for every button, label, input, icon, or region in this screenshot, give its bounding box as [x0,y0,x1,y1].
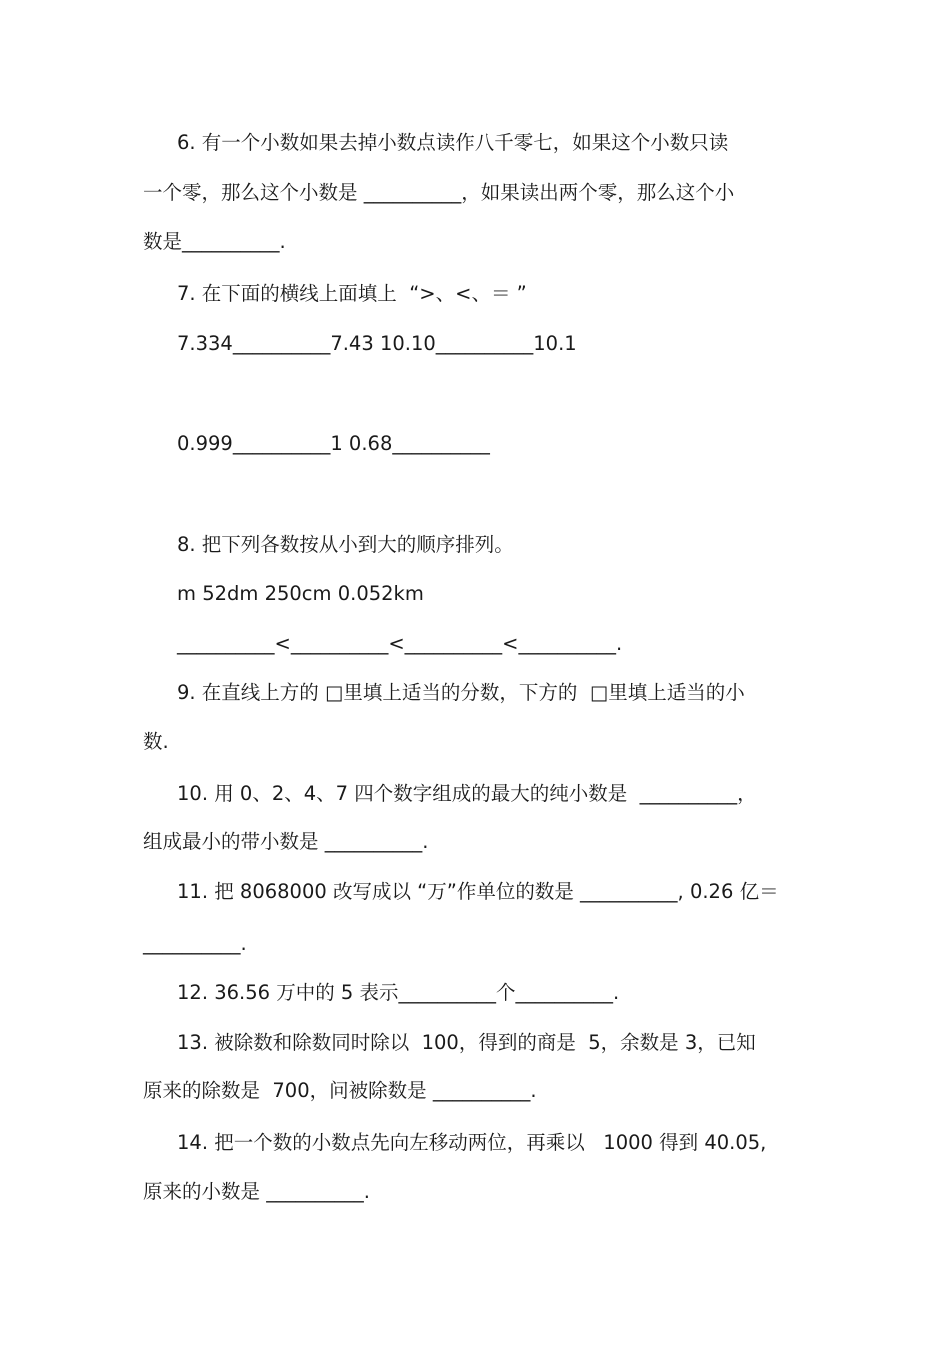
q14-line-1: 14. 把一个数的小数点先向左移动两位，再乘以 1000 得到 40.05, [177,1131,767,1154]
q9-line-1: 9. 在直线上方的 □里填上适当的分数，下方的 □里填上适当的小 [177,681,745,704]
q12-line: 12. 36.56 万中的 5 表示__________个__________. [177,981,620,1004]
q6-line-1: 6. 有一个小数如果去掉小数点读作八千零七，如果这个小数只读 [177,131,729,154]
q14-line-2: 原来的小数是 __________. [143,1180,370,1203]
q7-prompt: 7. 在下面的横线上面填上 “>、<、＝ ” [177,282,527,305]
q6-line-2: 一个零，那么这个小数是 __________，如果读出两个零，那么这个小 [143,181,735,204]
q13-line-2: 原来的除数是 700，问被除数是 __________. [143,1079,537,1102]
q8-values: m 52dm 250cm 0.052km [177,582,424,605]
q7-compare-row-2: 0.999__________1 0.68__________ [177,432,490,455]
q11-line-1: 11. 把 8068000 改写成以 “万”作单位的数是 __________, 0.26 亿＝ [177,880,779,903]
q6-line-3: 数是__________. [143,230,286,253]
q8-answer-blanks: __________<__________<__________<__________. [177,632,623,655]
q8-prompt: 8. 把下列各数按从小到大的顺序排列。 [177,533,514,556]
q10-line-2: 组成最小的带小数是 __________. [143,830,429,853]
q7-compare-row-1: 7.334__________7.43 10.10__________10.1 [177,332,577,355]
q11-line-2: __________. [143,932,247,955]
q13-line-1: 13. 被除数和除数同时除以 100，得到的商是 5，余数是 3，已知 [177,1031,756,1054]
q10-line-1: 10. 用 0、2、4、7 四个数字组成的最大的纯小数是 __________， [177,782,757,805]
q9-line-2: 数. [143,730,169,753]
